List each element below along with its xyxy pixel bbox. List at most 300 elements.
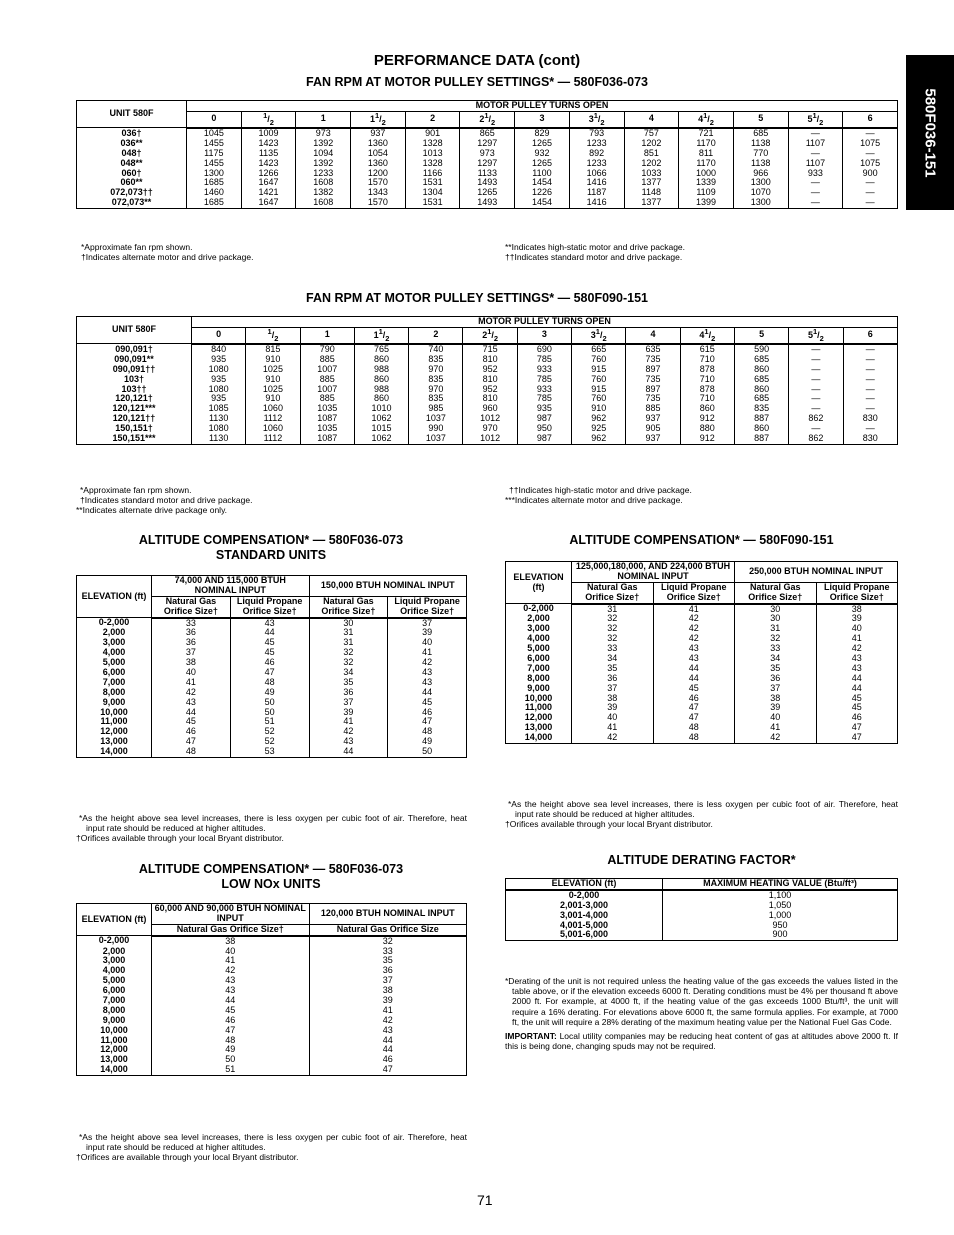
value-cell: 41	[735, 723, 817, 733]
rpm-cell: 862	[789, 414, 843, 424]
rpm-cell: 885	[300, 394, 354, 404]
value-cell: 41	[653, 604, 735, 615]
rpm-cell: 685	[734, 375, 788, 385]
value-cell: 45	[152, 717, 231, 727]
rpm-cell: 1300	[733, 178, 788, 188]
alt-std-title-line2: STANDARD UNITS	[215, 548, 327, 562]
value-cell: 43	[230, 618, 309, 629]
rpm-cell: 1392	[296, 159, 351, 169]
unit-cell: 090,091††	[77, 365, 192, 375]
alt-big-note: *As the height above sea level increases, there is less oxygen per cubic foot of air. Therefore, heat input rate should be reduced at higher altitudes.	[508, 799, 898, 820]
value-cell: 47	[152, 737, 231, 747]
rpm-cell: 1493	[460, 198, 515, 208]
rpm-cell: 1608	[296, 178, 351, 188]
rpm-cell: 1033	[624, 169, 679, 179]
derate-important	[505, 1031, 898, 1051]
column-header: 6	[843, 327, 897, 344]
value-cell: 46	[152, 1016, 310, 1026]
rpm-cell: —	[843, 355, 897, 365]
rpm-cell: 892	[569, 149, 624, 159]
value-cell: 31	[309, 638, 388, 648]
rpm-cell: —	[789, 424, 843, 434]
value-cell: 39	[309, 996, 467, 1006]
rpm-cell: 1080	[192, 424, 246, 434]
rpm-cell: —	[843, 198, 898, 208]
group-header: 125,000,180,000, AND 224,000 BTUH NOMINAL INPUT	[572, 562, 735, 583]
rpm-cell: 1608	[296, 198, 351, 208]
rpm-cell: 887	[734, 434, 788, 444]
rpm-cell: 910	[246, 375, 300, 385]
alt-lownox-title-line2: LOW NOx UNITS	[221, 877, 321, 891]
rpm-cell: 685	[734, 394, 788, 404]
sub-header: Natural Gas Orifice Size†	[152, 924, 310, 935]
alt-lownox-title-line1: ALTITUDE COMPENSATION* — 580F036-073	[138, 862, 404, 876]
rpm-cell: 1133	[460, 169, 515, 179]
value-cell: 900	[663, 930, 898, 940]
rpm-cell: 1109	[679, 188, 734, 198]
rpm-cell: 1233	[296, 169, 351, 179]
rpm-cell: 987	[517, 414, 571, 424]
value-cell: 35	[309, 956, 467, 966]
value-cell: 32	[309, 648, 388, 658]
rpm-cell: 933	[788, 169, 843, 179]
rpm-cell: 935	[192, 355, 246, 365]
value-cell: 45	[816, 694, 898, 704]
rpm-cell: —	[788, 178, 843, 188]
rpm-cell: 1107	[788, 139, 843, 149]
turns-header: MOTOR PULLEY TURNS OPEN	[192, 317, 898, 328]
value-cell: 36	[735, 674, 817, 684]
rpm-cell: 935	[517, 404, 571, 414]
rpm-cell: 1060	[246, 404, 300, 414]
rpm-cell: 685	[734, 355, 788, 365]
value-cell: 51	[230, 717, 309, 727]
value-cell: 38	[152, 936, 310, 947]
table-row	[77, 936, 467, 947]
sub-header: Natural Gas Orifice Size†	[309, 596, 388, 617]
rpm-cell: 715	[463, 344, 517, 355]
rpm-cell: 912	[680, 414, 734, 424]
sub-header: Liquid Propane Orifice Size†	[816, 582, 898, 603]
table-row	[77, 956, 467, 966]
value-cell: 46	[653, 694, 735, 704]
value-cell: 40	[152, 668, 231, 678]
elevation-cell: 2,000	[506, 614, 572, 624]
rpm-cell: —	[843, 188, 898, 198]
rpm-cell: 830	[843, 414, 897, 424]
rpm-cell: 1377	[624, 178, 679, 188]
value-cell: 53	[230, 747, 309, 757]
value-cell: 44	[388, 688, 467, 698]
rpm-cell: —	[789, 385, 843, 395]
group-header: 150,000 BTUH NOMINAL INPUT	[309, 576, 467, 597]
value-cell: 38	[735, 694, 817, 704]
alt-std-note: *As the height above sea level increases, there is less oxygen per cubic foot of air. Therefore, heat input rate should be reduced at higher altitudes.	[79, 813, 467, 834]
value-cell: 43	[388, 668, 467, 678]
rpm-cell: 1570	[351, 178, 406, 188]
value-cell: 42	[152, 966, 310, 976]
value-cell: 30	[309, 618, 388, 629]
unit-cell: 120,121***	[77, 404, 192, 414]
table-row	[77, 1055, 467, 1065]
fan1-title: FAN RPM AT MOTOR PULLEY SETTINGS* — 580F036-073	[306, 75, 648, 89]
rpm-cell: 835	[409, 355, 463, 365]
value-cell: 1,100	[663, 890, 898, 901]
elevation-cell: 9,000	[77, 698, 152, 708]
table-row	[77, 986, 467, 996]
fan2-notes-left	[76, 485, 252, 516]
rpm-cell: 740	[409, 344, 463, 355]
rpm-cell: 1012	[463, 414, 517, 424]
table-row	[506, 644, 898, 654]
table-row	[506, 694, 898, 704]
rpm-cell: 1685	[187, 198, 242, 208]
column-header: $4^1/_2$	[679, 111, 734, 128]
alt-big-title: ALTITUDE COMPENSATION* — 580F090-151	[569, 533, 834, 547]
value-cell: 32	[572, 634, 654, 644]
rpm-cell: 950	[517, 424, 571, 434]
rpm-cell: 1037	[409, 434, 463, 444]
rpm-cell: 1454	[515, 178, 570, 188]
sub-header: Liquid Propane Orifice Size†	[230, 596, 309, 617]
elevation-cell: 12,000	[77, 727, 152, 737]
value-cell: 36	[152, 638, 231, 648]
rpm-cell: 760	[572, 375, 626, 385]
elevation-cell: 0-2,000	[77, 618, 152, 629]
rpm-cell: 793	[569, 128, 624, 139]
rpm-cell: —	[788, 128, 843, 139]
column-header: $5^1/_2$	[788, 111, 843, 128]
column-header: 2	[405, 111, 460, 128]
value-cell: 38	[152, 658, 231, 668]
group-header: 250,000 BTUH NOMINAL INPUT	[735, 562, 898, 583]
rpm-cell: 735	[626, 394, 680, 404]
rpm-cell: 1025	[246, 365, 300, 375]
fan1-note: ††Indicates standard motor and drive package.	[505, 252, 683, 263]
rpm-cell: 1025	[246, 385, 300, 395]
rpm-cell: 878	[680, 385, 734, 395]
rpm-cell: 1399	[679, 198, 734, 208]
value-cell: 41	[388, 648, 467, 658]
alt-lownox-notes	[76, 1132, 467, 1163]
rpm-cell: 760	[572, 394, 626, 404]
turns-header: MOTOR PULLEY TURNS OPEN	[187, 101, 898, 112]
unit-cell: 090,091†	[77, 344, 192, 355]
value-cell: 41	[572, 723, 654, 733]
fan1-note: *Approximate fan rpm shown.	[81, 242, 193, 252]
table-row	[506, 614, 898, 624]
alt-std-title-line1: ALTITUDE COMPENSATION* — 580F036-073	[138, 533, 404, 547]
rpm-cell: —	[843, 178, 898, 188]
elevation-cell: 9,000	[506, 684, 572, 694]
value-cell: 46	[152, 727, 231, 737]
value-cell: 42	[388, 658, 467, 668]
value-cell: 43	[309, 737, 388, 747]
rpm-cell: 1454	[515, 198, 570, 208]
rpm-cell: —	[789, 365, 843, 375]
value-cell: 41	[816, 634, 898, 644]
rpm-cell: 835	[734, 404, 788, 414]
column-header: $4^1/_2$	[680, 327, 734, 344]
column-header: $^1/_2$	[241, 111, 296, 128]
rpm-cell: 937	[626, 434, 680, 444]
elevation-cell: 6,000	[77, 986, 152, 996]
value-cell: 46	[309, 1055, 467, 1065]
value-cell: 42	[653, 634, 735, 644]
value-cell: 42	[735, 733, 817, 743]
rpm-cell: 1107	[788, 159, 843, 169]
altitude-derating-table	[505, 878, 898, 941]
unit-cell: 090,091**	[77, 355, 192, 365]
rpm-cell: 1012	[463, 434, 517, 444]
rpm-cell: 937	[626, 414, 680, 424]
rpm-cell: 1070	[733, 188, 788, 198]
column-header: 5	[734, 327, 788, 344]
rpm-cell: 1493	[460, 178, 515, 188]
value-cell: 33	[152, 618, 231, 629]
rpm-cell: 862	[789, 434, 843, 444]
elevation-header: ELEVATION (ft)	[506, 562, 572, 604]
elevation-cell: 11,000	[77, 1036, 152, 1046]
elevation-cell: 4,001-5,000	[506, 921, 663, 931]
value-cell: 44	[152, 708, 231, 718]
rpm-cell: 860	[734, 385, 788, 395]
fan2-note: ††Indicates high-static motor and drive package.	[509, 485, 692, 495]
value-cell: 39	[572, 703, 654, 713]
rpm-cell: 910	[572, 404, 626, 414]
rpm-cell: 1265	[515, 139, 570, 149]
rpm-cell: 1377	[624, 198, 679, 208]
rpm-cell: 1087	[300, 434, 354, 444]
value-cell: 52	[230, 737, 309, 747]
page-title: PERFORMANCE DATA (cont)	[373, 52, 581, 69]
alt-lownox-title	[76, 862, 466, 892]
unit-cell: 060**	[77, 178, 187, 188]
value-cell: 32	[572, 624, 654, 634]
rpm-cell: 885	[300, 375, 354, 385]
value-cell: 44	[309, 1045, 467, 1055]
table-row	[506, 604, 898, 615]
rpm-cell: 1062	[354, 434, 408, 444]
table-row	[506, 930, 898, 940]
rpm-cell: 840	[192, 344, 246, 355]
elevation-cell: 7,000	[77, 678, 152, 688]
unit-cell: 103††	[77, 385, 192, 395]
rpm-cell: 915	[572, 365, 626, 375]
value-cell: 45	[816, 703, 898, 713]
elevation-cell: 3,000	[77, 956, 152, 966]
rpm-cell: —	[843, 128, 898, 139]
rpm-cell: 935	[192, 394, 246, 404]
rpm-cell: 860	[734, 365, 788, 375]
rpm-cell: —	[843, 375, 897, 385]
rpm-cell: —	[789, 344, 843, 355]
derate-notes	[505, 976, 898, 1051]
unit-cell: 150,151†	[77, 424, 192, 434]
rpm-cell: 970	[463, 424, 517, 434]
unit-cell: 060†	[77, 169, 187, 179]
rpm-cell: 785	[517, 394, 571, 404]
value-cell: 48	[230, 678, 309, 688]
column-header: 1	[296, 111, 351, 128]
elevation-cell: 7,000	[77, 996, 152, 1006]
rpm-cell: 1531	[405, 198, 460, 208]
rpm-cell: 937	[351, 128, 406, 139]
value-cell: 41	[152, 678, 231, 688]
rpm-cell: 985	[409, 404, 463, 414]
rpm-cell: 887	[734, 414, 788, 424]
value-cell: 47	[388, 717, 467, 727]
rpm-cell: 1360	[351, 159, 406, 169]
elevation-header: ELEVATION (ft)	[506, 879, 663, 890]
derate-title: ALTITUDE DERATING FACTOR*	[607, 853, 796, 867]
rpm-cell: 1015	[354, 424, 408, 434]
rpm-cell: 990	[409, 424, 463, 434]
value-cell: 52	[230, 727, 309, 737]
rpm-cell: 1009	[241, 128, 296, 139]
value-cell: 49	[388, 737, 467, 747]
value-cell: 49	[152, 1045, 310, 1055]
rpm-cell: 590	[734, 344, 788, 355]
derate-note: *Derating of the unit is not required unless the heating value of the gas exceeds the values listed in the table above, or if the elevation exceeds 6000 ft. Derating conditions must be 4% per thousand ft above 2000 ft. For example, at 4000 ft, if the heating value of the gas exceeds 1000 Btu/ft³, the unit will require a 16% derating. For elevations above 6000 ft, the same formula applies. For example, at 7000 ft, the unit will require a 28% derating of the maximum heating value per the National Fuel Gas Code.	[505, 976, 898, 1027]
value-cell: 40	[572, 713, 654, 723]
column-header: $3^1/_2$	[572, 327, 626, 344]
elevation-cell: 14,000	[506, 733, 572, 743]
value-cell: 43	[653, 644, 735, 654]
elevation-cell: 12,000	[506, 713, 572, 723]
value-cell: 37	[152, 648, 231, 658]
value-cell: 44	[309, 1036, 467, 1046]
rpm-cell: 988	[354, 365, 408, 375]
rpm-cell: 665	[572, 344, 626, 355]
rpm-cell: 1455	[187, 139, 242, 149]
sub-header: Natural Gas Orifice Size	[309, 924, 467, 935]
sub-header: Liquid Propane Orifice Size†	[388, 596, 467, 617]
value-cell: 42	[816, 644, 898, 654]
alt-std-notes	[76, 813, 467, 844]
value-cell: 36	[572, 674, 654, 684]
rpm-cell: 1112	[246, 434, 300, 444]
rpm-cell: 1035	[300, 404, 354, 414]
value-cell: 37	[309, 976, 467, 986]
rpm-cell: 1423	[241, 139, 296, 149]
rpm-cell: 1382	[296, 188, 351, 198]
rpm-cell: 1328	[405, 159, 460, 169]
elevation-cell: 8,000	[77, 1006, 152, 1016]
value-cell: 950	[663, 921, 898, 931]
altitude-low-nox-table	[76, 903, 467, 1076]
rpm-cell: 966	[733, 169, 788, 179]
elevation-cell: 10,000	[77, 1026, 152, 1036]
value-cell: 50	[152, 1055, 310, 1065]
rpm-cell: 1300	[733, 198, 788, 208]
rpm-cell: 932	[515, 149, 570, 159]
rpm-cell: —	[843, 149, 898, 159]
rpm-cell: 860	[734, 424, 788, 434]
elevation-cell: 6,000	[506, 654, 572, 664]
value-cell: 37	[388, 618, 467, 629]
sub-header: Natural Gas Orifice Size†	[152, 596, 231, 617]
value-cell: 40	[152, 947, 310, 957]
rpm-cell: 900	[843, 169, 898, 179]
value-cell: 30	[735, 614, 817, 624]
rpm-cell: 1423	[241, 159, 296, 169]
elevation-cell: 2,000	[77, 947, 152, 957]
fan2-title: FAN RPM AT MOTOR PULLEY SETTINGS* — 580F090-151	[306, 291, 648, 305]
value-cell: 43	[816, 664, 898, 674]
rpm-cell: 1054	[351, 149, 406, 159]
value-cell: 42	[653, 624, 735, 634]
column-header: 4	[626, 327, 680, 344]
value-cell: 43	[152, 976, 310, 986]
value-cell: 47	[816, 733, 898, 743]
elevation-cell: 7,000	[506, 664, 572, 674]
table-row	[506, 634, 898, 644]
rpm-cell: —	[788, 198, 843, 208]
unit-cell: 048**	[77, 159, 187, 169]
rpm-cell: 987	[517, 434, 571, 444]
elevation-cell: 11,000	[506, 703, 572, 713]
group-header: 74,000 AND 115,000 BTUH NOMINAL INPUT	[152, 576, 310, 597]
unit-cell: 036†	[77, 128, 187, 139]
elevation-cell: 10,000	[77, 708, 152, 718]
rpm-cell: 757	[624, 128, 679, 139]
value-cell: 44	[230, 628, 309, 638]
value-cell: 45	[230, 638, 309, 648]
rpm-cell: 878	[680, 365, 734, 375]
elevation-cell: 8,000	[77, 688, 152, 698]
rpm-cell: 1339	[679, 178, 734, 188]
rpm-cell: 910	[246, 355, 300, 365]
elevation-cell: 13,000	[506, 723, 572, 733]
rpm-cell: 835	[409, 394, 463, 404]
elevation-cell: 4,000	[77, 966, 152, 976]
unit-cell: 120,121††	[77, 414, 192, 424]
rpm-cell: 1080	[192, 365, 246, 375]
heating-value-header: MAXIMUM HEATING VALUE (Btu/ft³)	[663, 879, 898, 890]
rpm-cell: 952	[463, 365, 517, 375]
rpm-cell: 1138	[733, 159, 788, 169]
value-cell: 43	[388, 678, 467, 688]
rpm-cell: 1000	[679, 169, 734, 179]
rpm-cell: 1421	[241, 188, 296, 198]
unit-cell: 072,073**	[77, 198, 187, 208]
rpm-cell: 1094	[296, 149, 351, 159]
value-cell: 48	[653, 733, 735, 743]
rpm-cell: 1007	[300, 365, 354, 375]
value-cell: 44	[653, 674, 735, 684]
alt-std-title	[76, 533, 466, 563]
rpm-cell: 860	[354, 375, 408, 385]
column-header: 3	[517, 327, 571, 344]
value-cell: 47	[816, 723, 898, 733]
rpm-cell: 970	[409, 365, 463, 375]
value-cell: 43	[152, 698, 231, 708]
value-cell: 44	[309, 747, 388, 757]
elevation-cell: 0-2,000	[506, 604, 572, 615]
value-cell: 44	[816, 684, 898, 694]
rpm-cell: 865	[460, 128, 515, 139]
table-row	[77, 434, 898, 444]
rpm-cell: 860	[354, 355, 408, 365]
column-header: $5^1/_2$	[789, 327, 843, 344]
fan2-note: *Approximate fan rpm shown.	[80, 485, 192, 495]
rpm-cell: 885	[626, 404, 680, 414]
table-row	[506, 684, 898, 694]
table-row	[506, 674, 898, 684]
rpm-cell: 905	[626, 424, 680, 434]
rpm-cell: 790	[300, 344, 354, 355]
